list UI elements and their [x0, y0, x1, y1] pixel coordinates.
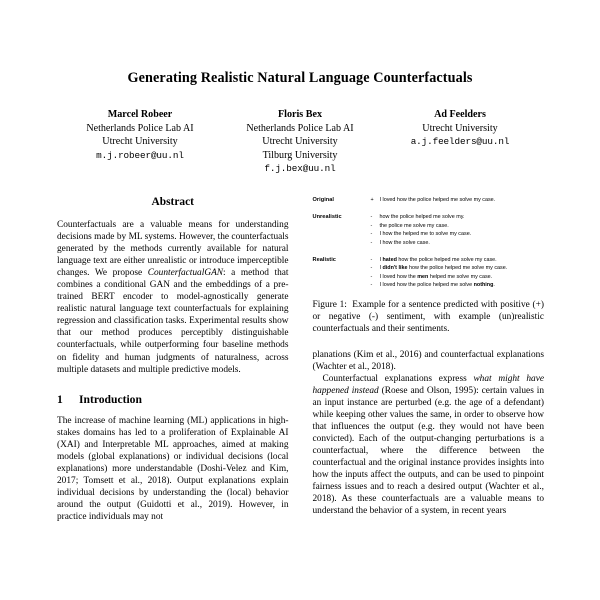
figure-group-label: Original [312, 196, 335, 203]
section-title: Introduction [79, 392, 142, 406]
text-prefix: I [379, 265, 383, 272]
text-prefix: I how the helped me to solve my case. [379, 231, 472, 238]
figure-example-row [371, 230, 545, 238]
author-name: Ad Feelders [434, 109, 486, 120]
sentiment-marker: - [370, 257, 373, 264]
author-block [380, 108, 540, 176]
right-text-1: Counterfactual explanations express [322, 373, 474, 384]
figure-group-label: Realistic [312, 256, 336, 263]
figure-caption [313, 299, 545, 335]
sentiment-marker: - [370, 222, 373, 229]
figure-example-text [380, 256, 497, 264]
section-number: 1 [57, 392, 63, 406]
text-suffix: helped me solve my case. [428, 273, 493, 280]
left-column [57, 196, 289, 523]
sentiment-marker: - [370, 273, 373, 280]
text-prefix: I how the solve case. [379, 239, 430, 246]
figure-caption-label: Figure 1: [312, 299, 347, 310]
text-prefix: I loved how the [379, 273, 418, 280]
figure-group-rows [371, 213, 545, 247]
figure-example-text [380, 281, 495, 289]
author-affiliation: Netherlands Police Lab AI [86, 122, 194, 134]
figure-group-rows [371, 256, 545, 290]
figure-example-row [371, 222, 545, 230]
author-affiliation: Tilburg University [262, 149, 338, 161]
abstract-body [57, 219, 289, 376]
right-text-2: (Roese and Olson, 1995): certain values in an input instance are perturbed (e.g. the age of a defendant) while keeping other values the same, in order to observe how that influences the output (e.g. they would not have been convicted). Each of the output-changing perturbations is a counterfactual, where the difference between the counterfactual and the original instance provides insights into how the inputs affect the outputs, and can be used to pinpoint fairness issues and to reach a desired output (Wachter et al., 2018). As these counterfactuals are a valuable means to understand the behavior of a system, in recent years [312, 385, 545, 517]
sentiment-marker: - [370, 282, 373, 289]
figure-example-text [380, 264, 508, 272]
right-column [313, 196, 545, 523]
introduction-paragraph: The increase of machine learning (ML) applications in high-stakes domains has led to a proliferation of Explainable AI (XAI) and Interpretable ML approaches, aimed at making models (global explanations) or individual decisions (local explanations) more understandable (Doshi-Velez and Kim, 2017; Tomsett et al., 2018). Output explanations explain individual decisions by understanding the (local) behavior around the output (Guidotti et al., 2019). However, in practice individuals may not [57, 415, 289, 522]
figure-example-text [380, 222, 449, 230]
figure-group-original [313, 196, 545, 204]
right-paragraph-2 [313, 373, 545, 518]
author-name: Floris Bex [277, 109, 322, 120]
figure-example-row [371, 196, 545, 204]
figure-example-row [371, 273, 545, 281]
text-highlight: hated [382, 257, 397, 264]
author-email: f.j.bex@uu.nl [264, 163, 336, 175]
figure-example-row [371, 264, 545, 272]
right-emphasis: what might have happened instead [312, 373, 544, 396]
section-heading-introduction [57, 393, 289, 406]
text-prefix: I loved how the police helped me solve my case. [379, 197, 496, 203]
figure-group-label: Unrealistic [312, 213, 342, 220]
author-name: Marcel Robeer [107, 109, 173, 120]
author-affiliation: Utrecht University [422, 122, 498, 134]
abstract-emphasis: CounterfactualGAN [147, 268, 224, 279]
figure-example-row [371, 256, 545, 264]
author-affiliation: Utrecht University [102, 136, 178, 148]
text-prefix: the police me solve my case. [379, 222, 449, 229]
page-title: Generating Realistic Natural Language Counterfactuals [127, 70, 473, 86]
figure-group-realistic [313, 256, 545, 290]
text-prefix: I [379, 257, 383, 264]
author-block [60, 108, 220, 176]
text-highlight: nothing [473, 282, 494, 289]
author-block [220, 108, 380, 176]
figure-1 [313, 196, 545, 335]
figure-example-text [380, 213, 465, 221]
figure-example-text [380, 273, 493, 281]
text-prefix: how the police helped me solve my. [379, 214, 465, 221]
text-suffix: how the police helped me solve my case. [407, 265, 508, 272]
sentiment-marker: + [370, 197, 374, 203]
author-email: m.j.robeer@uu.nl [96, 149, 184, 161]
abstract-text-1: Counterfactuals are a valuable means for understanding decisions made by ML systems. However, the counterfactuals generated by the methods currently available for natural language text are either unrealistic or introduce imperceptible changes. We propose [57, 220, 289, 279]
sentiment-marker: - [370, 239, 373, 246]
figure-group-unrealistic [313, 213, 545, 247]
figure-example-row [371, 239, 545, 247]
body-columns [57, 196, 544, 523]
sentiment-marker: - [370, 214, 373, 221]
text-suffix: . [493, 282, 495, 289]
author-affiliation: Utrecht University [262, 136, 338, 148]
text-highlight: men [417, 273, 429, 280]
figure-example-text [380, 196, 496, 204]
figure-example-text [380, 230, 472, 238]
figure-example-row [371, 213, 545, 221]
abstract-text-2: : a method that combines a conditional GAN and the embeddings of a pre-trained BERT encoder to model-agnostically generate realistic natural language text counterfactuals for explaining regression and classification tasks. Experimental results show that our method produces perceptibly distinguishable counterfactuals, while outperforming four baseline methods on fidelity and human judgments of naturalness, across multiple datasets and multiple predictive models. [57, 268, 289, 375]
figure-example-row [371, 281, 545, 289]
text-prefix: I loved how the police helped me solve [379, 282, 474, 289]
sentiment-marker: - [370, 231, 373, 238]
author-list [0, 108, 600, 176]
figure-group-rows [371, 196, 545, 204]
author-email: a.j.feelders@uu.nl [410, 136, 510, 148]
author-affiliation: Netherlands Police Lab AI [246, 122, 354, 134]
text-suffix: how the police helped me solve my case. [396, 257, 497, 264]
right-paragraph-1: planations (Kim et al., 2016) and counterfactual explanations (Wachter et al., 2018). [312, 349, 544, 372]
text-highlight: didn't like [382, 265, 408, 272]
figure-example-text [380, 239, 430, 247]
abstract-heading: Abstract [151, 196, 194, 208]
figure-caption-text: Example for a sentence predicted with positive (+) or negative (-) sentiment, with example (un)realistic counterfactuals and their sentiments. [312, 299, 544, 334]
sentiment-marker: - [370, 265, 373, 272]
